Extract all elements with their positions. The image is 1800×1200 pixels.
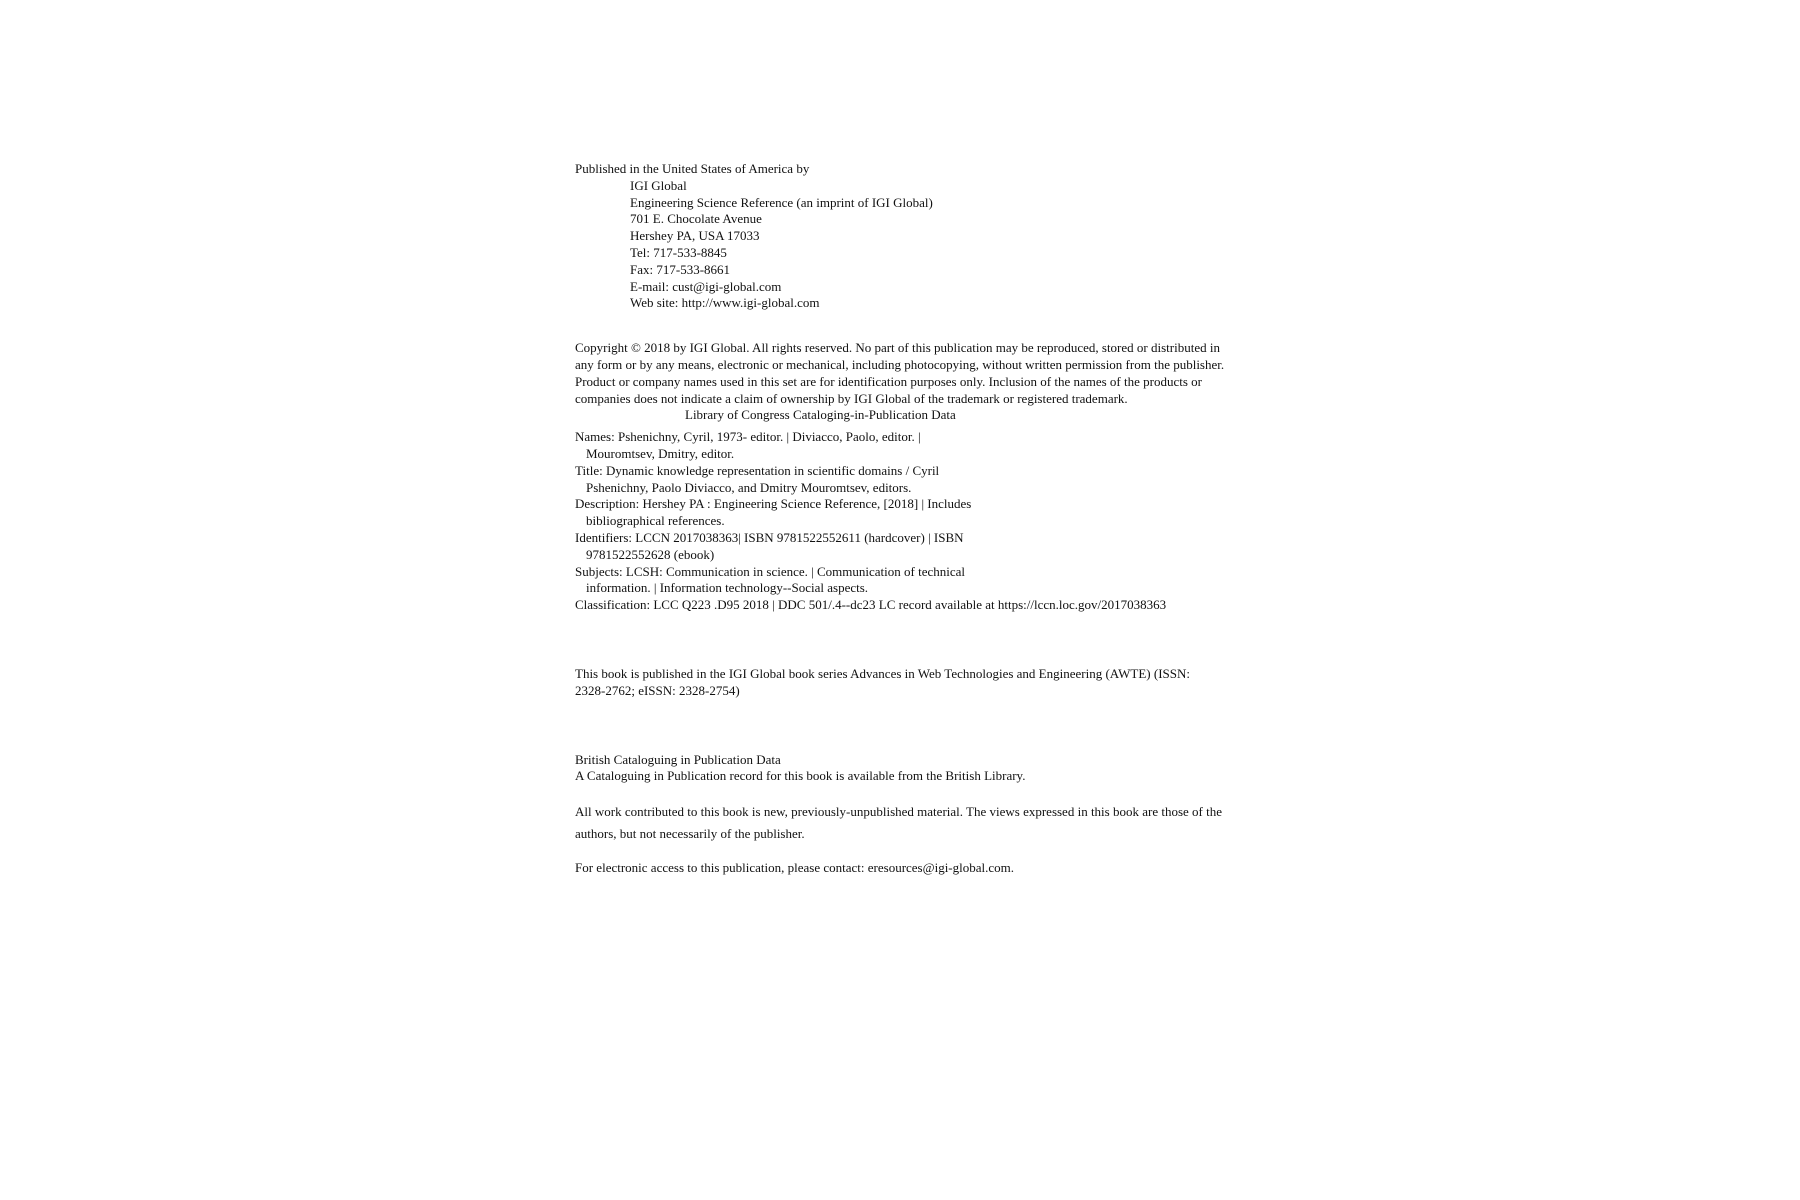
- copyright-line: Product or company names used in this set are for identification purposes only. Inclusion of the names of the products or: [575, 373, 1202, 389]
- publisher-block: [575, 161, 1275, 312]
- publisher-tel: Tel: 717-533-8845: [630, 244, 727, 260]
- copyright-notice: [575, 340, 1275, 424]
- cip-data-block: [575, 429, 1275, 614]
- publisher-imprint: Engineering Science Reference (an imprint of IGI Global): [630, 194, 933, 210]
- series-line: 2328-2762; eISSN: 2328-2754): [575, 682, 740, 698]
- cip-description-cont: bibliographical references.: [586, 513, 725, 529]
- publisher-street: 701 E. Chocolate Avenue: [630, 211, 762, 227]
- publisher-name: IGI Global: [630, 177, 687, 193]
- cip-identifiers-cont: 9781522552628 (ebook): [586, 546, 715, 562]
- series-line: This book is published in the IGI Global book series Advances in Web Technologies and Engineering (AWTE) (ISSN:: [575, 665, 1190, 681]
- electronic-access-text: For electronic access to this publication, please contact: eresources@igi-global.com.: [575, 860, 1015, 876]
- cip-heading: Library of Congress Cataloging-in-Publication Data: [685, 407, 956, 423]
- copyright-line: any form or by any means, electronic or mechanical, including photocopying, without written permission from the publisher.: [575, 356, 1225, 372]
- british-cip-text: A Cataloguing in Publication record for this book is available from the British Library.: [575, 768, 1026, 784]
- cip-subjects: Subjects: LCSH: Communication in science. | Communication of technical: [575, 563, 966, 579]
- copyright-page: [575, 161, 1275, 877]
- publisher-fax: Fax: 717-533-8661: [630, 261, 731, 277]
- cip-title: Title: Dynamic knowledge representation in scientific domains / Cyril: [575, 462, 940, 478]
- copyright-line: Copyright © 2018 by IGI Global. All rights reserved. No part of this publication may be reproduced, stored or distributed in: [575, 340, 1220, 356]
- publisher-email: E-mail: cust@igi-global.com: [630, 278, 782, 294]
- cip-names: Names: Pshenichny, Cyril, 1973- editor. | Diviacco, Paolo, editor. |: [575, 429, 921, 445]
- cip-names-cont: Mouromtsev, Dmitry, editor.: [586, 445, 735, 461]
- electronic-access-notice: [575, 860, 1275, 877]
- cip-description: Description: Hershey PA : Engineering Science Reference, [2018] | Includes: [575, 496, 972, 512]
- copyright-line: companies does not indicate a claim of ownership by IGI Global of the trademark or registered trademark.: [575, 390, 1128, 406]
- cip-classification: Classification: LCC Q223 .D95 2018 | DDC 501/.4--dc23 LC record available at https://lccn.loc.gov/2017038363: [575, 597, 1167, 613]
- all-work-notice: [575, 801, 1275, 845]
- cip-title-cont: Pshenichny, Paolo Diviacco, and Dmitry Mouromtsev, editors.: [586, 479, 912, 495]
- publisher-website: Web site: http://www.igi-global.com: [630, 295, 820, 311]
- publisher-city: Hershey PA, USA 17033: [630, 228, 760, 244]
- publisher-lead: Published in the United States of America by: [575, 161, 810, 176]
- british-cip-block: [575, 752, 1275, 786]
- series-notice: [575, 666, 1275, 700]
- all-work-line: authors, but not necessarily of the publisher.: [575, 826, 805, 842]
- cip-identifiers: Identifiers: LCCN 2017038363| ISBN 9781522552611 (hardcover) | ISBN: [575, 529, 964, 545]
- all-work-line: All work contributed to this book is new, previously-unpublished material. The views expressed in this book are those of the: [575, 804, 1222, 820]
- cip-subjects-cont: information. | Information technology--Social aspects.: [586, 580, 869, 596]
- british-cip-heading: British Cataloguing in Publication Data: [575, 751, 781, 767]
